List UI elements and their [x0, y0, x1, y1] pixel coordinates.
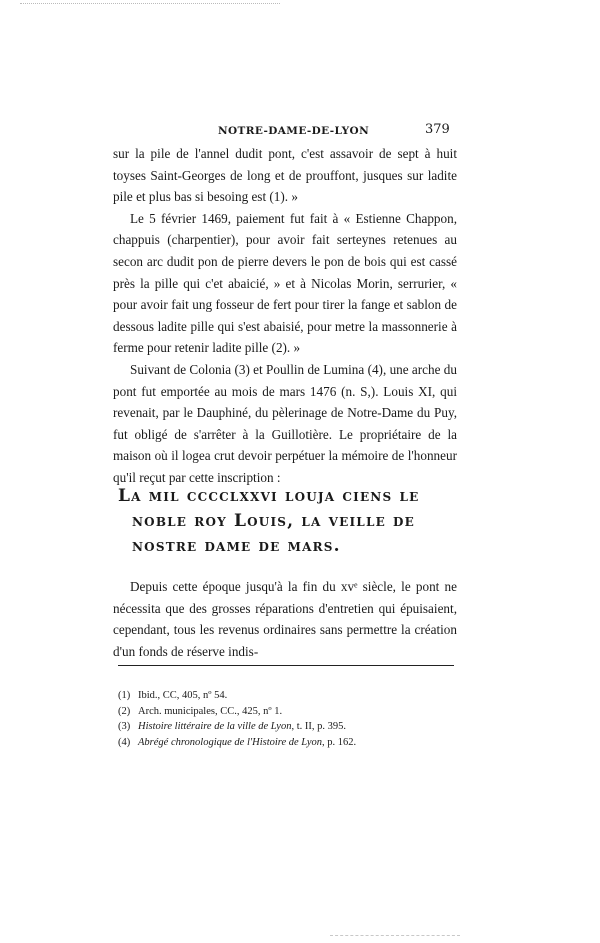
footnote-divider — [118, 665, 454, 666]
paragraph: Le 5 février 1469, paiement fut fait à « Estienne Chappon, chappuis (charpentier), pour avoir fait serteynes retenues au secon arc dudit pon de pierre devers le pon de bois qui est cassé près la pille qui c'et abaicié, » et à Nicolas Morin, serrurier, « pour avoir fait ung fosseur de fert pour tirer la fange et sablon de dessous ladite pille qui s'est abaisié, pour metre la massonnerie à ferme pour retenir ladite pille (2). » — [113, 210, 457, 356]
scan-artifact-top — [20, 3, 280, 7]
footnote-text: Ibid., CC, 405, nº 54. — [138, 690, 228, 701]
footnote — [118, 719, 458, 735]
footnote-text: , t. II, p. 395. — [291, 721, 347, 732]
footnote — [118, 688, 458, 704]
footnote — [118, 704, 458, 720]
running-title: NOTRE-DAME-DE-LYON — [218, 125, 370, 137]
footnote-title: Histoire littéraire de la ville de Lyon — [138, 721, 292, 732]
footnote-number: (2) — [118, 705, 131, 717]
paragraph: Depuis cette époque jusqu'à la fin du xvᵉ siècle, le pont ne nécessita que des grosses réparations d'entretien qui épuisaient, cependant, tous les revenus ordinaires sans permettre la création d'un fonds de réserve indis- — [113, 579, 457, 659]
scan-artifact-bottom — [330, 935, 460, 936]
paragraph: sur la pile de l'annel dudit pont, c'est assavoir de sept à huit toyses Saint-Georges de long et de prouffont, jusques sur ladite pile et plus bas si besoing est (1). » — [113, 146, 457, 205]
footnote-number: (4) — [118, 736, 131, 748]
footnote-text: Arch. municipales, CC., 425, nº 1. — [138, 705, 283, 717]
inscription-line: noble roy Louis, la veille de — [132, 511, 415, 531]
footnote-number: (3) — [118, 721, 131, 732]
gothic-inscription — [118, 484, 463, 559]
main-text — [113, 143, 457, 489]
footnote-title: Abrégé chronologique de l'Histoire de Lyon — [138, 736, 322, 748]
page-number: 379 — [425, 122, 450, 137]
paragraph: Suivant de Colonia (3) et Poullin de Lumina (4), une arche du pont fut emportée au mois de mars 1476 (n. S,). Louis XI, qui revenait, par le Dauphiné, du pèlerinage de Notre-Dame du Puy, fut obligé de s'arrêter à la Guillotière. Le propriétaire de la maison où il logea crut devoir perpétuer la mémoire de l'honneur qu'il reçut par cette inscription : — [113, 361, 457, 485]
inscription-line: nostre dame de mars. — [132, 536, 341, 556]
closing-text — [113, 576, 457, 662]
footnote-text: , p. 162. — [322, 736, 357, 748]
footnote — [118, 735, 458, 751]
footnotes — [118, 688, 458, 750]
inscription-line: La mil cccclxxvi louja ciens le — [118, 486, 420, 506]
footnote-number: (1) — [118, 690, 131, 701]
